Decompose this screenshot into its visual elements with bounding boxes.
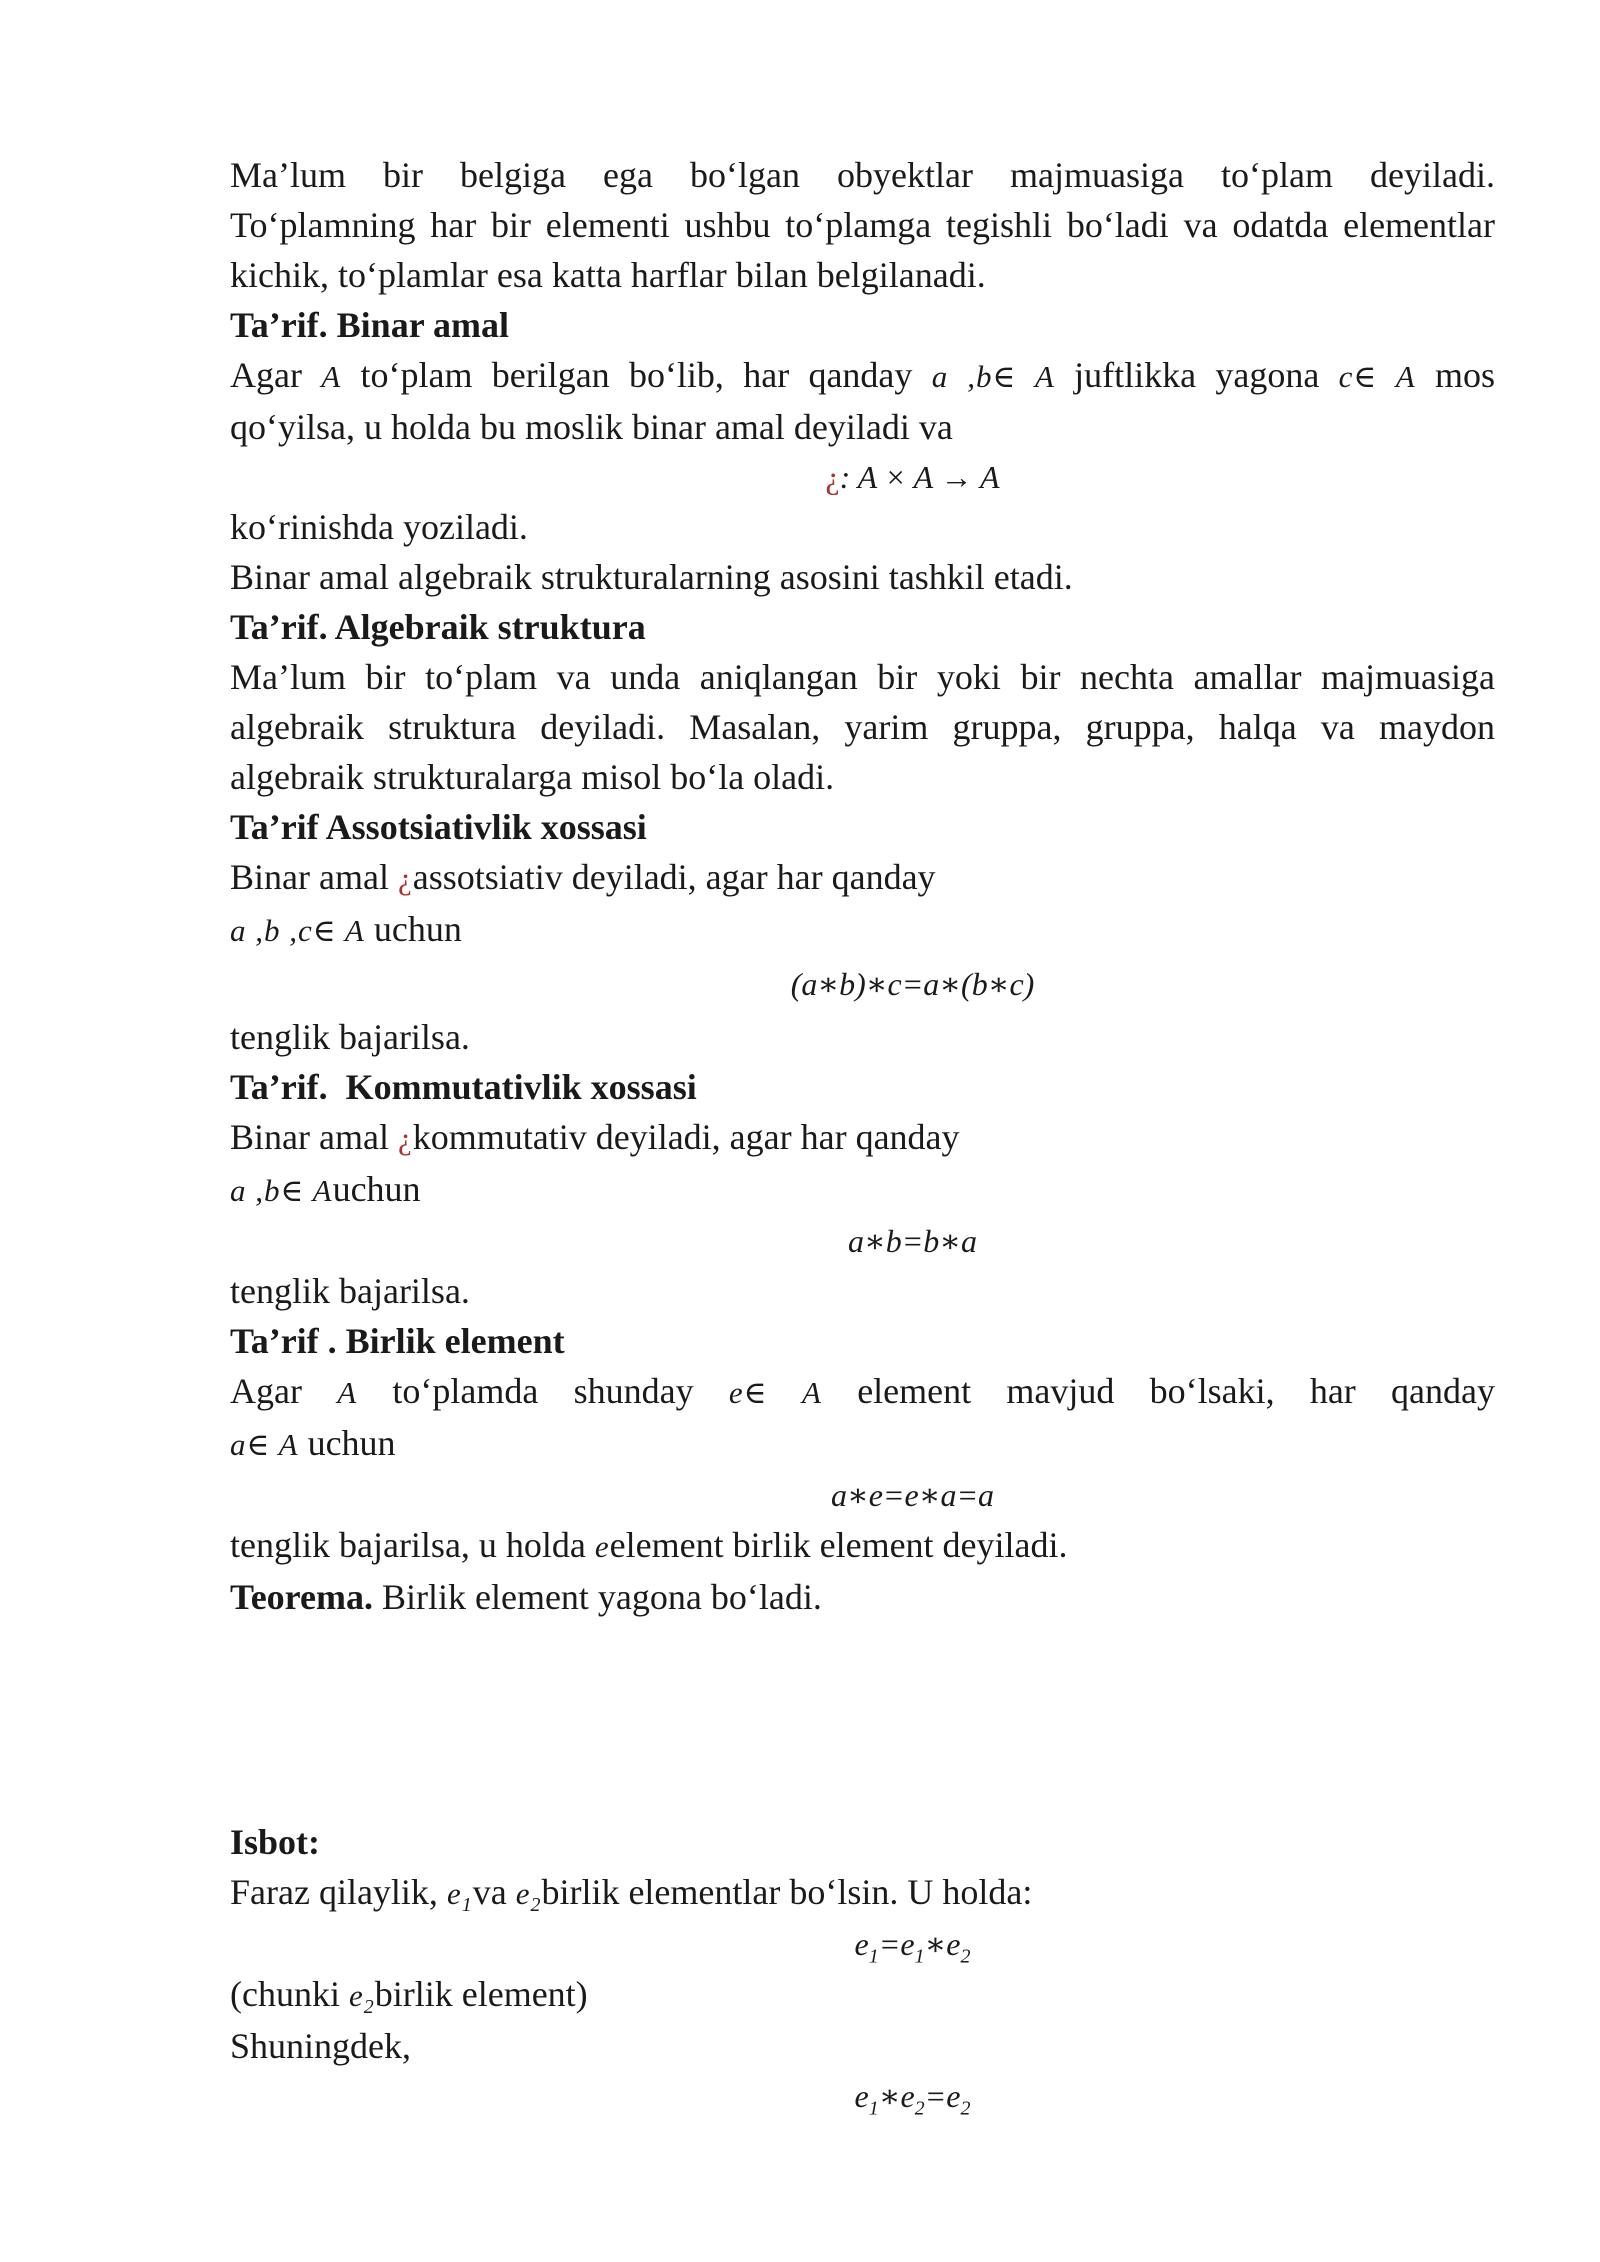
missing-glyph-symbol: ¿ [825,459,840,495]
formula-e1-equals: $e_1=e_1∗e_2$ [854,1926,971,1968]
shuningdek-line: Shuningdek, [230,2026,412,2066]
heading-birlik-element: Ta’rif . Birlik element [230,1321,565,1361]
isbot-line-1: Faraz qilaylik, $e_1va$ $e_2birlik$ elementlar bo‘lsin. U holda: [230,1872,1033,1917]
math-A: A [321,359,342,394]
kommutativ-after: tenglik bajarilsa. [230,1271,470,1311]
formula-binar-map: ¿: A × A → A [825,459,1000,495]
math-c-in-A: c∈ A [1338,359,1416,394]
kommutativ-line-1: Binar amal ¿kommutativ deyiladi, agar har qanday [230,1117,960,1157]
missing-glyph-symbol: ¿ [397,861,413,896]
binar-after-1: ko‘rinishda yoziladi. [230,507,528,547]
heading-kommutativlik: Ta’rif. Kommutativlik xossasi [230,1067,697,1107]
assotsiativ-line-1: Binar amal ¿assotsiativ deyiladi, agar har qanday [230,857,936,897]
birlik-line-2: a∈ A uchun [230,1423,396,1463]
math-a-b-in-A: a ,b∈ A [931,359,1055,394]
intro-paragraph: To‘plamning har bir elementi ushbu to‘plamga tegishli bo‘ladi va odatda elementlar kichik, to‘plamlar esa katta harflar bilan belgilanadi. [230,205,1495,295]
algebraik-paragraph: Ma’lum bir to‘plam va unda aniqlangan bir yoki bir nechta amallar majmuasiga algebraik struktura deyiladi. Masalan, yarim gruppa, gruppa, halqa va maydon algebraik strukturalarga misol bo‘la oladi. [230,657,1495,797]
intro-line-1: Ma’lum bir belgiga ega bo‘lgan obyektlar majmuasiga to‘plam deyiladi. [230,155,1495,195]
document-page [230,150,1495,2121]
page-gap [230,1622,1495,1817]
kommutativ-line-2: a ,b∈ Auchun [230,1169,421,1209]
binar-definition-line-1: Agar A to‘plam berilgan bo‘lib, har qanday a ,b∈ A juftlikka yagona c∈ A mos [230,355,1496,395]
heading-algebraik-struktura: Ta’rif. Algebraik struktura [230,607,646,647]
binar-definition-line-2: qo‘yilsa, u holda bu moslik binar amal deyiladi va [230,407,953,447]
heading-assotsiativlik: Ta’rif Assotsiativlik xossasi [230,807,647,847]
teorema-label: Teorema. [230,1577,373,1617]
birlik-line-1: Agar A to‘plamda shunday e∈ A element mavjud bo‘lsaki, har qanday [230,1371,1496,1411]
teorema-line: Teorema. Birlik element yagona bo‘ladi. [230,1577,822,1617]
missing-glyph-symbol: ¿ [397,1121,413,1156]
heading-isbot: Isbot: [230,1822,321,1862]
assotsiativ-line-2: a ,b ,c∈ A uchun [230,909,462,949]
binar-after-2: Binar amal algebraik strukturalarning asosini tashkil etadi. [230,557,1073,597]
formula-birlik: a∗e=e∗a=a [830,1477,995,1513]
heading-binar-amal: Ta’rif. Binar amal [230,305,510,345]
formula-kommutativ: a∗b=b∗a [847,1223,978,1259]
formula-e1-e2: $e_1∗e_2=e_2$ [854,2078,971,2120]
birlik-after: tenglik bajarilsa, u holda eelement birlik element deyiladi. [230,1525,1068,1565]
assotsiativ-after: tenglik bajarilsa. [230,1017,470,1057]
formula-assotsiativ: (a∗b)∗c=a∗(b∗c) [790,966,1035,1002]
chunki-line: (chunki $e_2birlik$ element) [230,1974,588,2019]
